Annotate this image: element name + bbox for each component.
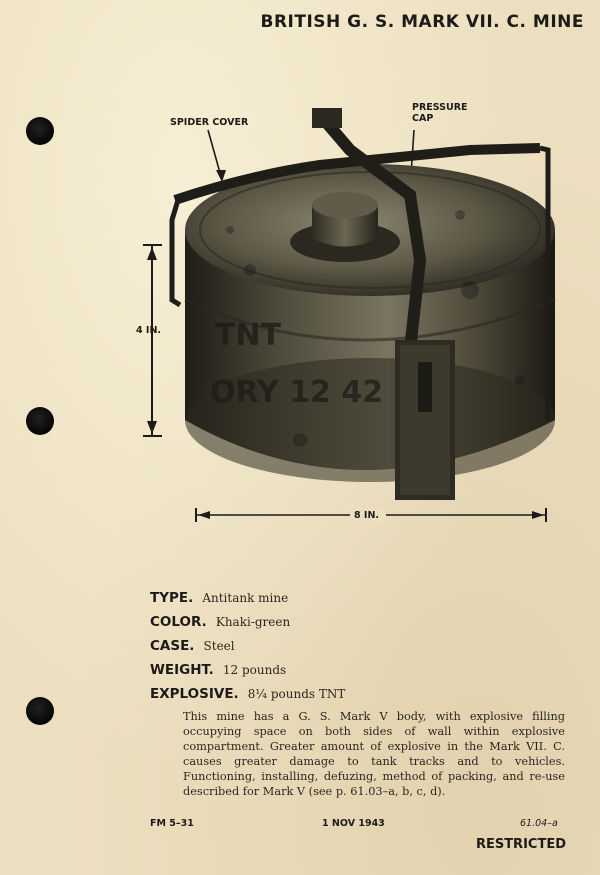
description-paragraph: This mine has a G. S. Mark V body, with explosive filling occupying space on both sides of wall within explosive compartment. Greater amount of explosive in the Mark VII. C. causes greater damage to tank tracks and to vehicles. Functioning, installing, defuzing, method of packing, and re-use described for Mark V (see p. 61.03–a, b, c, d).	[183, 710, 565, 798]
spec-row-type	[150, 588, 570, 612]
spec-list	[150, 588, 570, 708]
spec-label: COLOR.	[150, 614, 207, 630]
punch-hole	[26, 697, 54, 725]
photo-marking-serial: ORY 12 42	[210, 375, 384, 410]
spec-label: EXPLOSIVE.	[150, 686, 239, 702]
spider-cover-label: SPIDER COVER	[170, 117, 249, 128]
spec-value: Khaki-green	[215, 615, 291, 629]
spec-row-explosive	[150, 684, 570, 708]
spec-value: Steel	[203, 639, 235, 653]
publication-date: 1 NOV 1943	[322, 818, 385, 829]
classification-marking: RESTRICTED	[475, 837, 566, 852]
spec-label: WEIGHT.	[150, 662, 214, 678]
spec-label: CASE.	[150, 638, 195, 654]
spec-row-weight	[150, 660, 570, 684]
spec-row-color	[150, 612, 570, 636]
width-dimension-label: 8 IN.	[354, 510, 380, 521]
spec-label: TYPE.	[150, 590, 194, 606]
pressure-cap-label: PRESSURE CAP	[412, 102, 468, 124]
manual-number: FM 5–31	[150, 818, 194, 829]
punch-hole	[26, 117, 54, 145]
spec-value: 8¼ pounds TNT	[247, 687, 346, 701]
punch-hole	[26, 407, 54, 435]
page-number: 61.04–a	[520, 818, 558, 829]
page-title: BRITISH G. S. MARK VII. C. MINE	[260, 12, 584, 32]
height-dimension-label: 4 IN.	[136, 325, 162, 336]
photo-marking-tnt: TNT	[215, 318, 282, 353]
spec-value: Antitank mine	[202, 591, 289, 605]
mine-photograph	[130, 90, 570, 530]
spec-row-case	[150, 636, 570, 660]
spec-value: 12 pounds	[222, 663, 287, 677]
